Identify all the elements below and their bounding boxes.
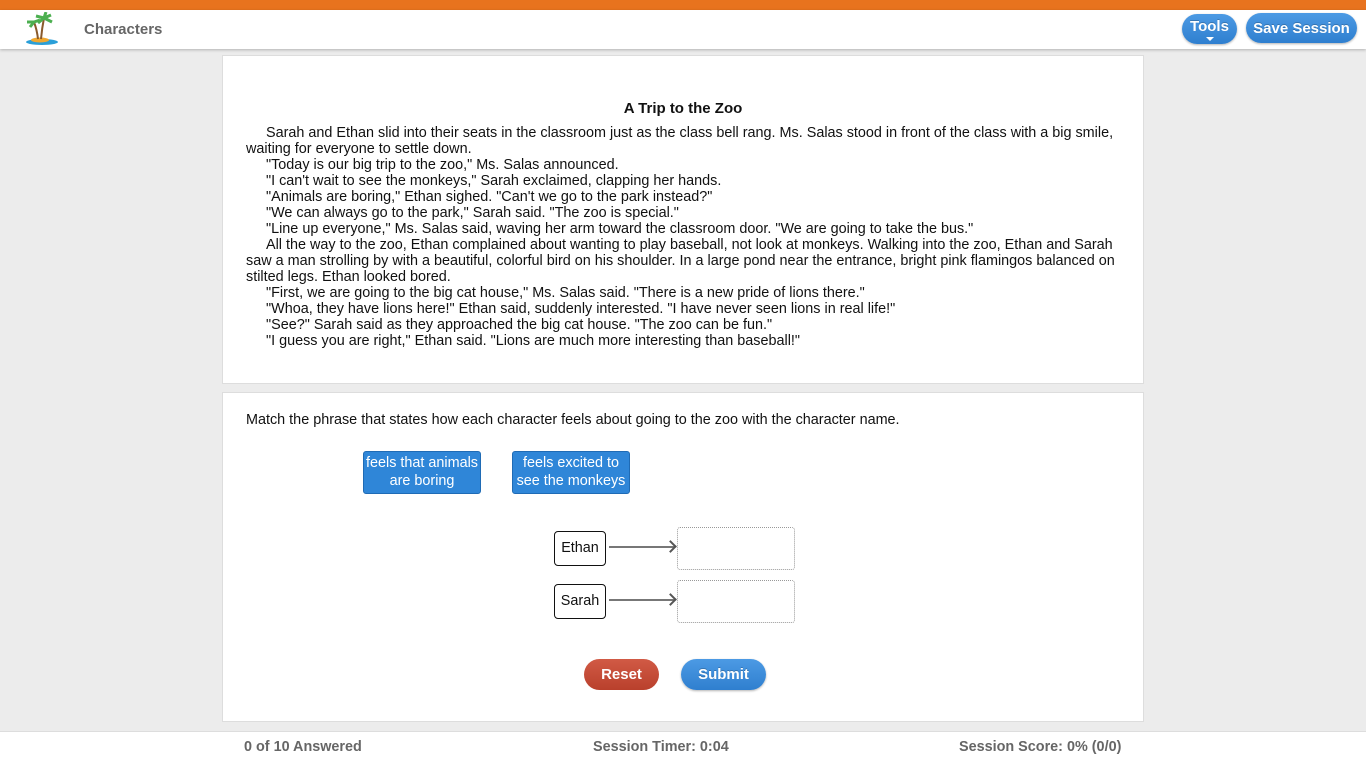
- palm-island-logo-icon: [24, 12, 60, 46]
- passage-paragraph: "First, we are going to the big cat house," Ms. Salas said. "There is a new pride of lions there.": [266, 285, 865, 301]
- arrow-right-icon: [609, 599, 675, 601]
- tools-menu-button[interactable]: [1182, 14, 1237, 44]
- character-label-ethan: Ethan: [554, 531, 606, 566]
- submit-button[interactable]: Submit: [681, 659, 766, 690]
- answered-count: 0 of 10 Answered: [244, 739, 362, 755]
- app-header: [0, 10, 1366, 49]
- drop-target-sarah[interactable]: [677, 580, 795, 623]
- top-accent-bar: [0, 0, 1366, 10]
- drop-target-ethan[interactable]: [677, 527, 795, 570]
- passage-paragraph: Sarah and Ethan slid into their seats in the classroom just as the class bell rang. Ms. Salas stood in front of the class with a big smile, waiting for everyone to settle down.: [246, 125, 1114, 157]
- session-timer: Session Timer: 0:04: [593, 739, 729, 755]
- page-title: Characters: [84, 21, 163, 38]
- question-panel: [222, 392, 1144, 722]
- passage-paragraph: "See?" Sarah said as they approached the big cat house. "The zoo can be fun.": [266, 317, 773, 333]
- arrow-right-icon: [609, 546, 675, 548]
- passage-paragraph: "Today is our big trip to the zoo," Ms. Salas announced.: [266, 157, 619, 173]
- passage-paragraph: "I can't wait to see the monkeys," Sarah exclaimed, clapping her hands.: [266, 173, 722, 189]
- passage-paragraph: "I guess you are right," Ethan said. "Lions are much more interesting than baseball!": [266, 333, 800, 349]
- passage-paragraph: "Line up everyone," Ms. Salas said, waving her arm toward the classroom door. "We are going to take the bus.": [266, 221, 974, 237]
- character-label-sarah: Sarah: [554, 584, 606, 619]
- passage-text: [246, 125, 1122, 349]
- passage-panel: [222, 55, 1144, 384]
- passage-paragraph: "We can always go to the park," Sarah said. "The zoo is special.": [266, 205, 679, 221]
- save-session-button[interactable]: Save Session: [1246, 13, 1357, 43]
- draggable-choice[interactable]: feels that animals are boring: [363, 451, 481, 494]
- session-score: Session Score: 0% (0/0): [959, 739, 1122, 755]
- passage-paragraph: "Whoa, they have lions here!" Ethan said, suddenly interested. "I have never seen lions in real life!": [266, 301, 896, 317]
- caret-down-icon: [1206, 37, 1214, 41]
- status-footer: [0, 731, 1366, 768]
- draggable-choice[interactable]: feels excited to see the monkeys: [512, 451, 630, 494]
- reset-button[interactable]: Reset: [584, 659, 659, 690]
- tools-label: Tools: [1190, 17, 1229, 35]
- passage-title: A Trip to the Zoo: [623, 100, 743, 117]
- passage-paragraph: "Animals are boring," Ethan sighed. "Can't we go to the park instead?": [266, 189, 713, 205]
- question-prompt: Match the phrase that states how each character feels about going to the zoo with the character name.: [246, 412, 900, 428]
- passage-paragraph: All the way to the zoo, Ethan complained about wanting to play baseball, not look at monkeys. Walking into the zoo, Ethan and Sarah saw a man strolling by with a beautiful, colorful bird on his shoulder. In a large pond near the entrance, bright pink flamingos balanced on stilted legs. Ethan looked bored.: [246, 237, 1115, 285]
